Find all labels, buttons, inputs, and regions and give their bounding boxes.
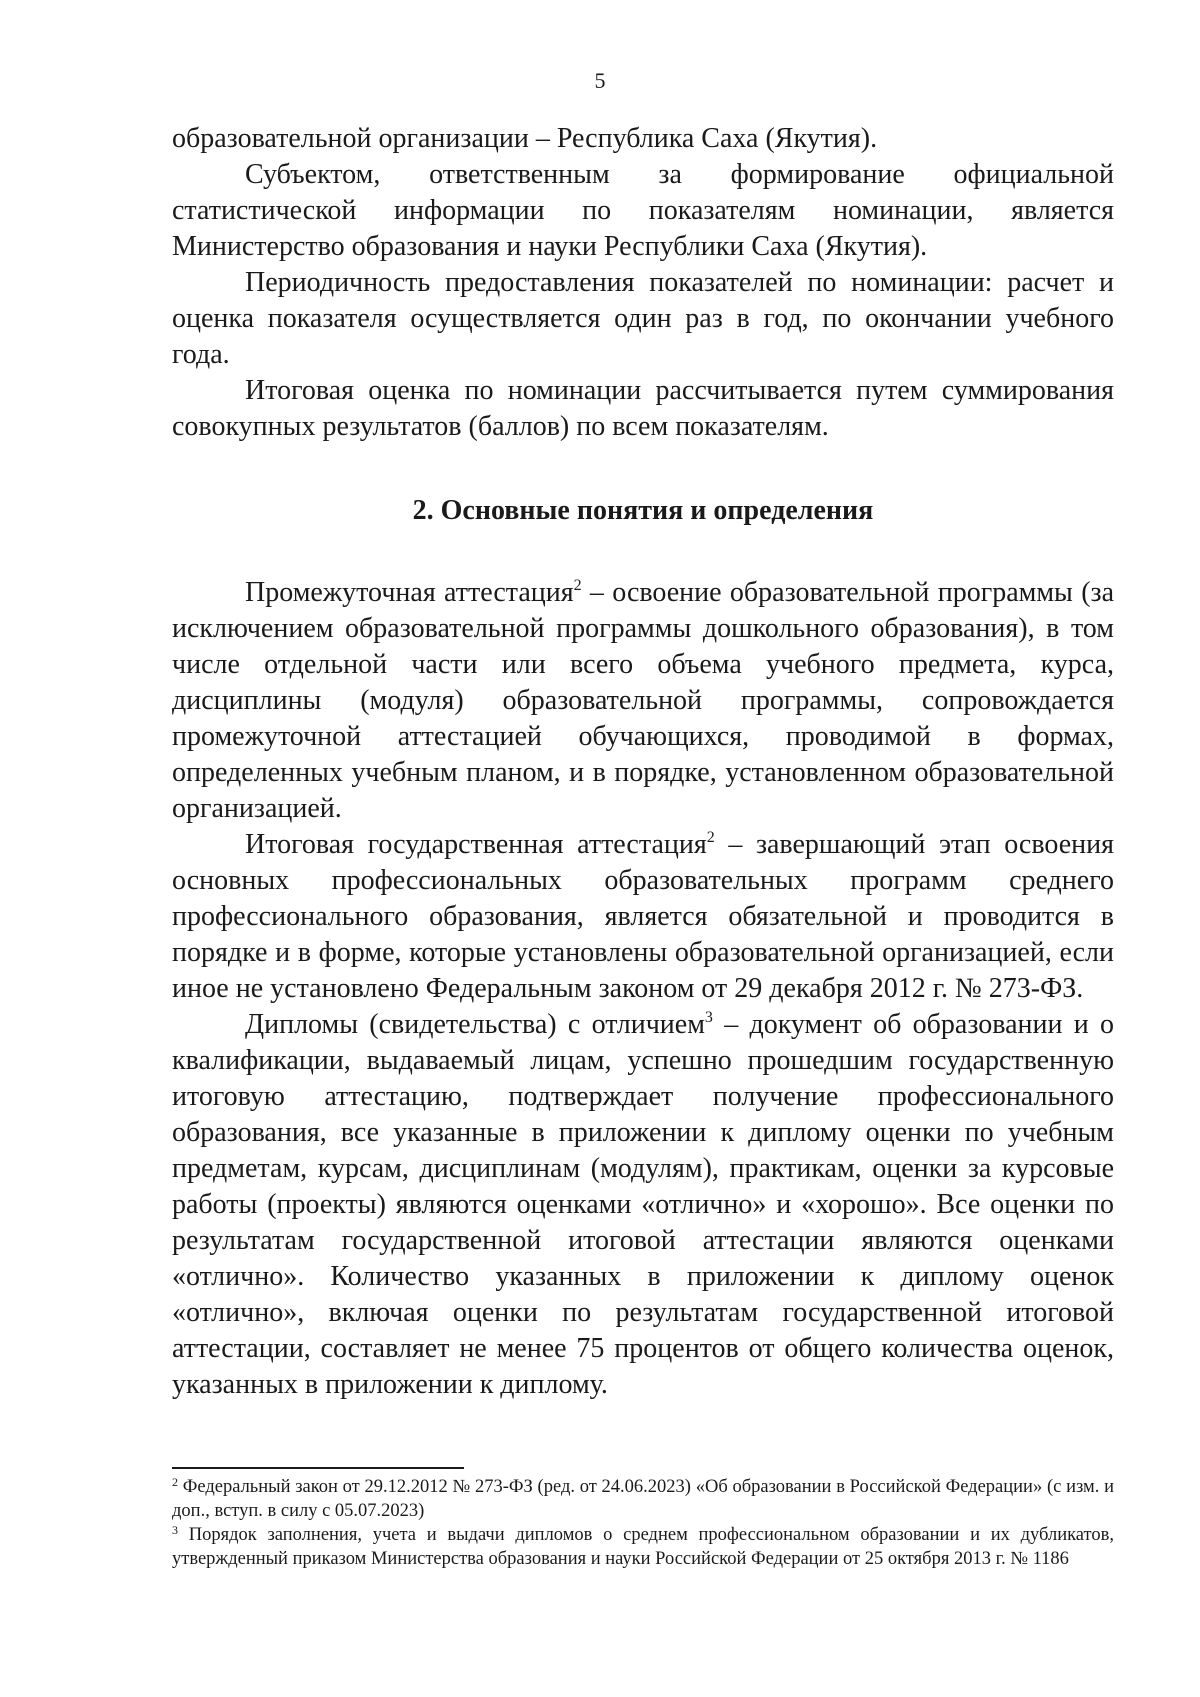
definition-text: – документ об образовании и о квалификации, выдаваемый лицам, успешно прошедшим государственную итоговую аттестацию, подтверждает получение профессионального образования, все указанные в приложении к диплому оценки по учебным предметам, курсам, дисциплинам (модулям), практикам, оценки за курсовые работы (проекты) являются оценками «отлично» и «хорошо». Все оценки по результатам государственной итоговой аттестации являются оценками «отлично». Количество указанных в приложении к диплому оценок «отлично», включая оценки по результатам государственной итоговой аттестации, составляет не менее 75 процентов от общего количества оценок, указанных в приложении к диплому.	[172, 1009, 1114, 1400]
definition-text: – освоение образовательной программы (за исключением образовательной программы дошкольного образования), в том числе отдельной части или всего объема учебного предмета, курса, дисциплины (модуля) образовательной программы, сопровождается промежуточной аттестацией обучающихся, проводимой в формах, определенных учебным планом, и в порядке, установленном образовательной организацией.	[172, 577, 1115, 824]
body-text	[172, 121, 1114, 1403]
definition-term: Промежуточная аттестация	[245, 577, 574, 608]
footnote-text: Федеральный закон от 29.12.2012 № 273-ФЗ (ред. от 24.06.2023) «Об образовании в Российской Федерации» (с изм. и доп., вступ. в силу с 05.07.2023)	[172, 1477, 1114, 1521]
footnote-text: Порядок заполнения, учета и выдачи дипломов о среднем профессиональном образовании и их дубликатов, утвержденный приказом Министерства образования и науки Российской Федерации от 25 октября 2013 г. № 1186	[172, 1525, 1114, 1569]
footnotes	[172, 1475, 1114, 1571]
definition-intermediate-attestation	[172, 575, 1114, 827]
footnote-reference: 2	[706, 829, 715, 846]
footnote-mark: 3	[172, 1523, 178, 1537]
footnote-mark: 2	[172, 1475, 178, 1489]
definition-text: – завершающий этап освоения основных профессиональных образовательных программ среднего профессионального образования, является обязательной и проводится в порядке и в форме, которые установлены образовательной организацией, если иное не установлено Федеральным законом от 29 декабря 2012 г. № 273-ФЗ.	[172, 829, 1114, 1004]
footnote-2	[172, 1475, 1114, 1523]
page-number: 5	[594, 68, 606, 93]
definition-honors-diploma	[172, 1007, 1114, 1403]
paragraph-periodicity: Периодичность предоставления показателей по номинации: расчет и оценка показателя осуществляется один раз в год, по окончании учебного года.	[172, 267, 1114, 370]
section-heading: 2. Основные понятия и определения	[412, 495, 874, 526]
paragraph-final-score: Итоговая оценка по номинации рассчитывается путем суммирования совокупных результатов (баллов) по всем показателям.	[172, 375, 1114, 442]
paragraph-continuation: образовательной организации – Республика Саха (Якутия).	[172, 123, 878, 154]
footnote-reference: 3	[704, 1009, 713, 1026]
definition-term: Итоговая государственная аттестация	[245, 829, 707, 860]
paragraph-responsible-body: Субъектом, ответственным за формирование официальной статистической информации по показателям номинации, является Министерство образования и науки Республики Саха (Якутия).	[172, 159, 1114, 262]
definition-final-state-attestation	[172, 827, 1114, 1007]
footnote-3	[172, 1523, 1114, 1571]
footnote-separator	[172, 1467, 464, 1469]
footnote-reference: 2	[573, 577, 582, 594]
definition-term: Дипломы (свидетельства) с отличием	[245, 1009, 705, 1040]
